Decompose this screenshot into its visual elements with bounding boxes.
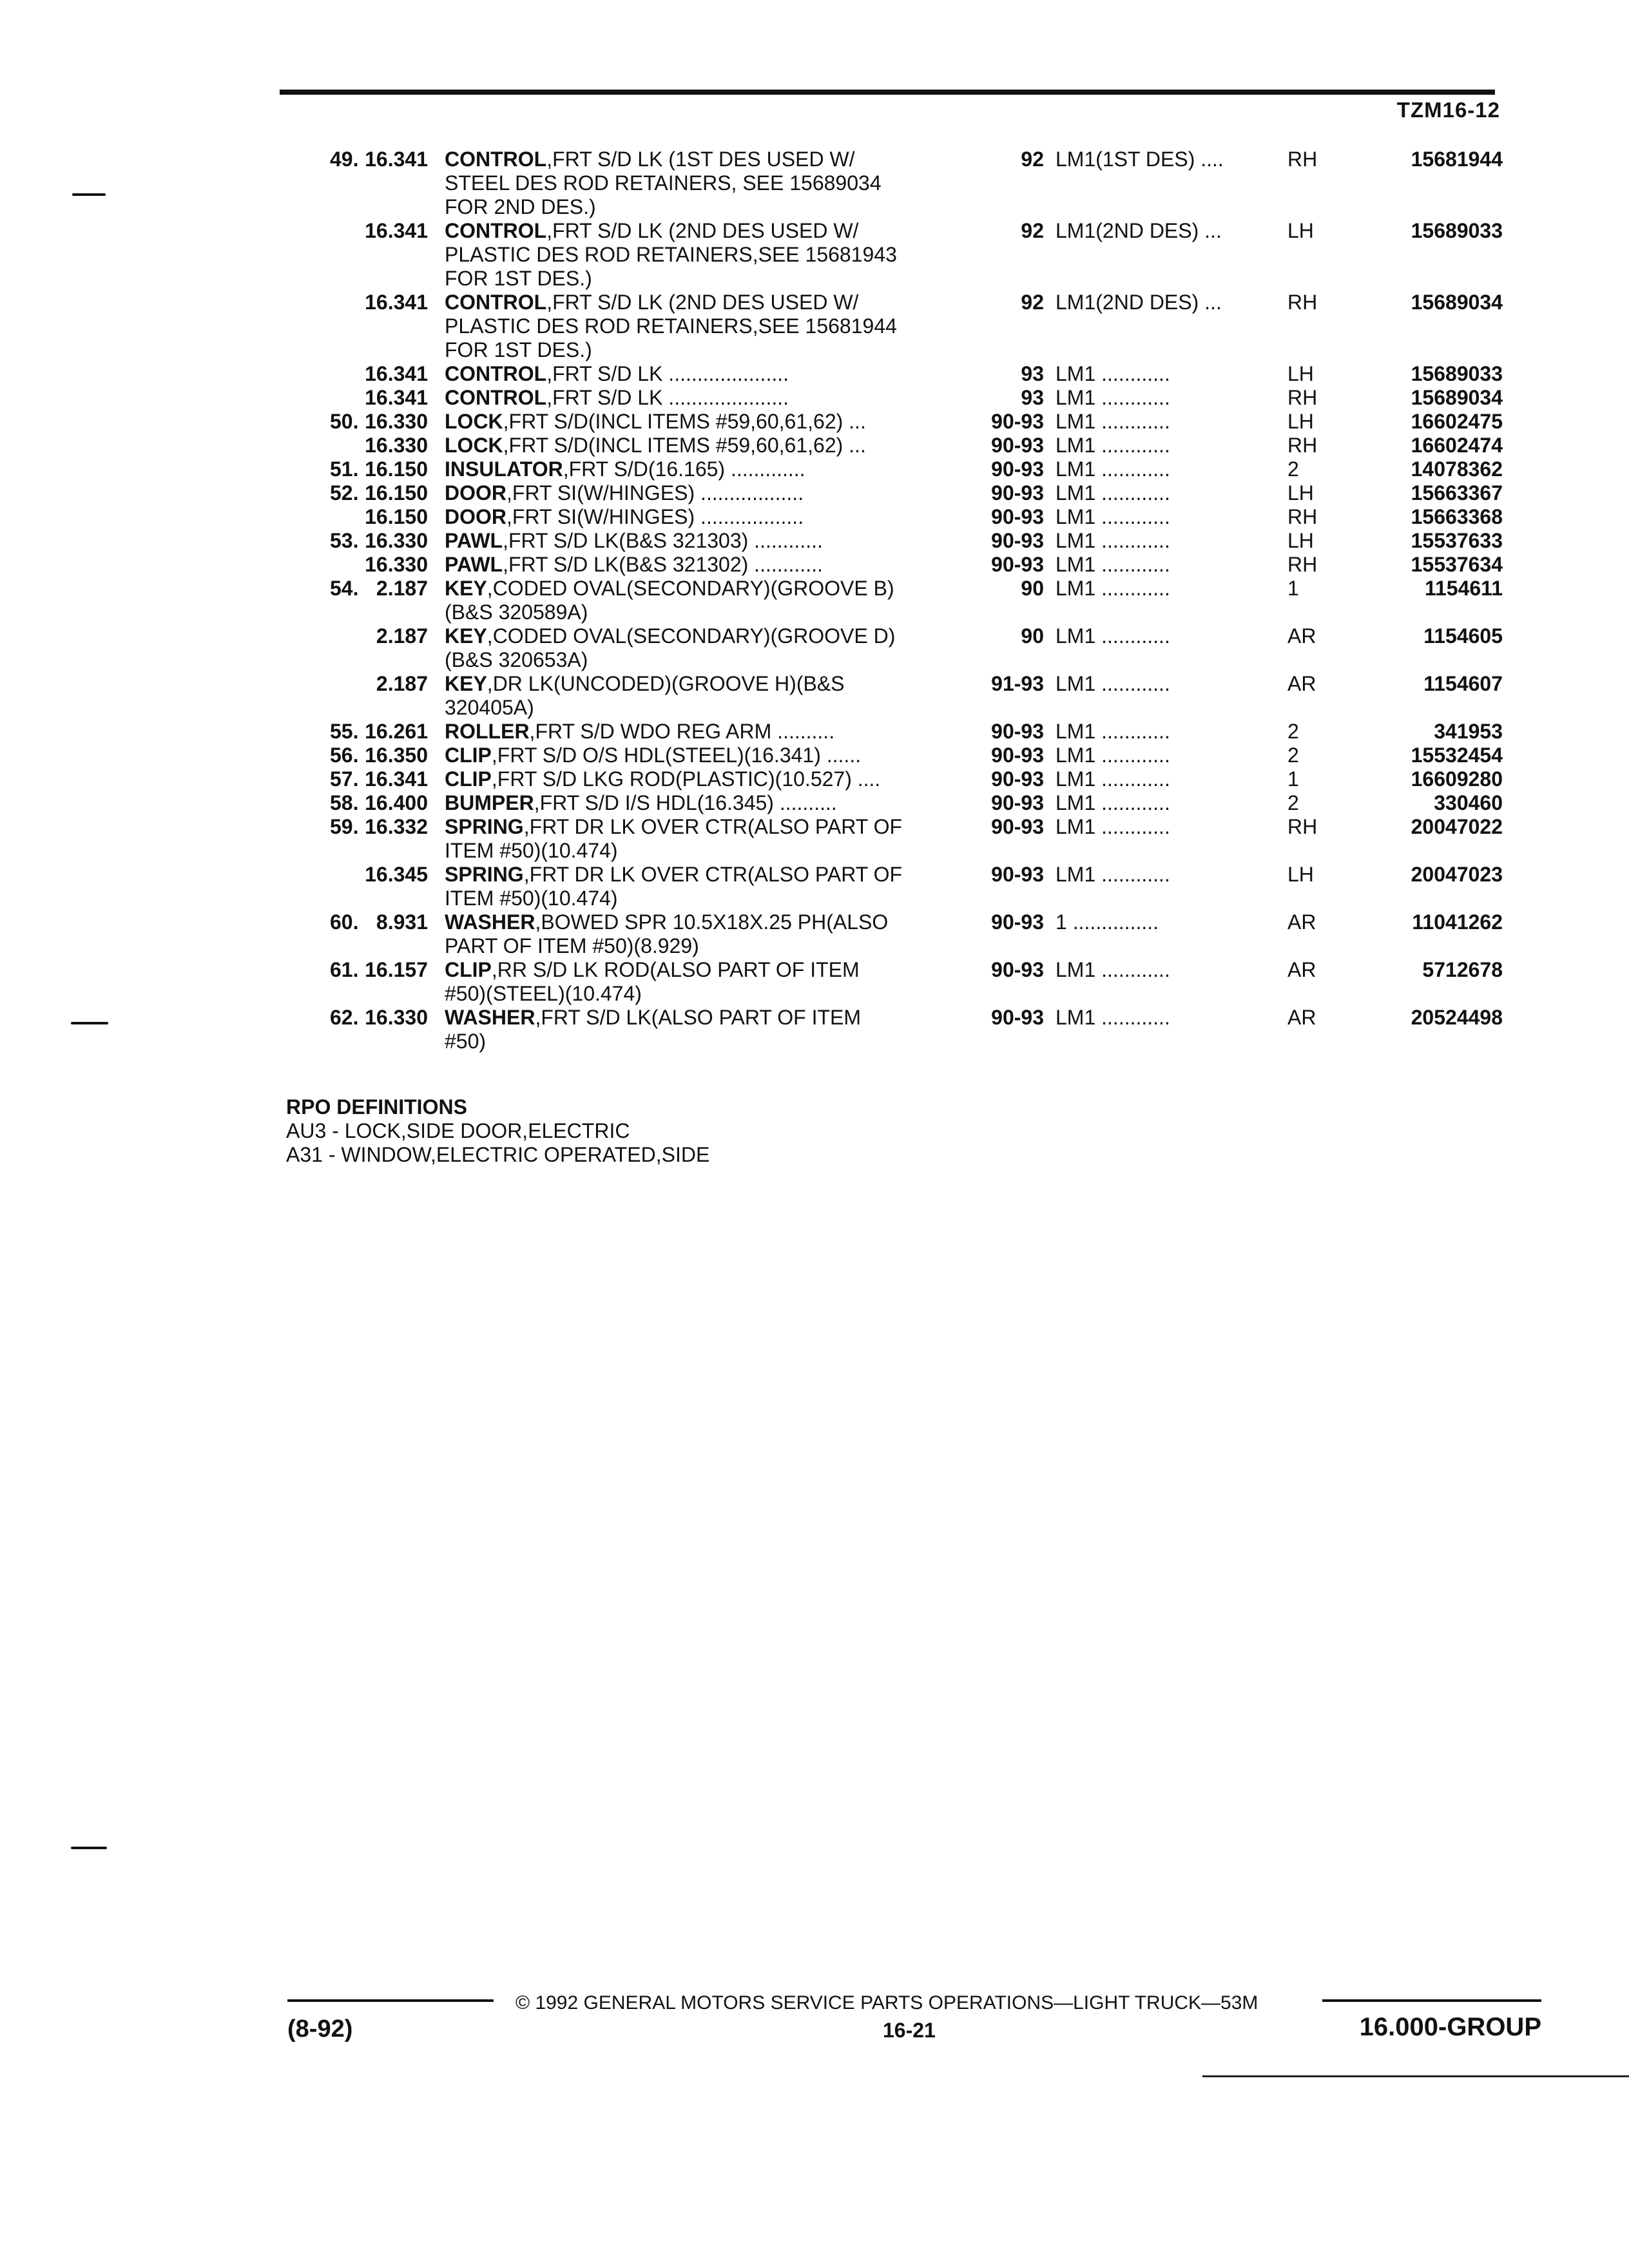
quantity: AR: [1287, 672, 1316, 695]
part-number: 11041262: [1412, 910, 1503, 934]
item-number: 52.: [330, 481, 359, 505]
scan-mark: [71, 1847, 107, 1849]
part-number: 20047022: [1411, 815, 1503, 838]
part-name: INSULATOR: [445, 457, 563, 481]
part-row: [284, 624, 1541, 672]
model-year: 90-93: [991, 910, 1044, 934]
quantity: LH: [1287, 410, 1314, 433]
part-description: [445, 410, 970, 434]
scan-mark: [72, 193, 106, 196]
part-detail: ,BOWED SPR 10.5X18X.25 PH(ALSO PART OF ITEM #50)(8.929): [445, 910, 889, 957]
model-year: 90-93: [991, 434, 1044, 457]
model-year: 92: [1021, 148, 1044, 171]
part-detail: ,CODED OVAL(SECONDARY)(GROOVE B) (B&S 320589A): [445, 577, 894, 624]
page-code: TZM16-12: [1396, 98, 1500, 122]
quantity: 2: [1287, 791, 1299, 814]
model-code: LM1 ............: [1055, 791, 1170, 814]
model-code: LM1 ............: [1055, 457, 1170, 481]
quantity: AR: [1287, 1006, 1316, 1029]
part-detail: ,FRT S/D LK(B&S 321303) ............: [503, 529, 823, 552]
part-name: CONTROL: [445, 148, 547, 171]
group-number: 16.341: [365, 219, 428, 242]
model-year: 90-93: [991, 958, 1044, 981]
part-description: [445, 386, 970, 410]
model-year: 90-93: [991, 744, 1044, 767]
model-code: 1 ...............: [1055, 910, 1159, 934]
item-number: 50.: [330, 410, 359, 433]
part-number: 5712678: [1422, 958, 1503, 981]
model-year: 90-93: [991, 505, 1044, 528]
model-year: 93: [1021, 386, 1044, 409]
model-code: LM1 ............: [1055, 553, 1170, 576]
quantity: AR: [1287, 910, 1316, 934]
part-row: [284, 148, 1541, 219]
part-name: SPRING: [445, 863, 524, 886]
quantity: 1: [1287, 577, 1299, 600]
part-name: KEY: [445, 624, 487, 648]
model-code: LM1 ............: [1055, 362, 1170, 385]
part-row: [284, 291, 1541, 362]
part-name: LOCK: [445, 410, 503, 433]
part-row: [284, 457, 1541, 481]
group-label: 16.000-GROUP: [1359, 2013, 1541, 2041]
part-number: 15663367: [1411, 481, 1503, 505]
part-description: [445, 1006, 970, 1053]
part-name: CONTROL: [445, 291, 547, 314]
item-number: 49.: [330, 148, 359, 171]
part-name: CONTROL: [445, 219, 547, 242]
item-number: 56.: [330, 744, 359, 767]
model-code: LM1 ............: [1055, 386, 1170, 409]
group-number: 16.345: [365, 863, 428, 886]
part-detail: ,FRT S/D(INCL ITEMS #59,60,61,62) ...: [503, 410, 866, 433]
model-code: LM1 ............: [1055, 720, 1170, 743]
part-description: [445, 958, 970, 1006]
group-number: 16.330: [365, 1006, 428, 1029]
part-number: 16602475: [1411, 410, 1503, 433]
quantity: 2: [1287, 457, 1299, 481]
quantity: 2: [1287, 720, 1299, 743]
part-name: BUMPER: [445, 791, 534, 814]
footer-date: (8-92): [287, 2015, 353, 2042]
part-detail: ,FRT SI(W/HINGES) ..................: [506, 481, 804, 505]
part-detail: ,FRT S/D(INCL ITEMS #59,60,61,62) ...: [503, 434, 866, 457]
item-number: 55.: [330, 720, 359, 743]
model-code: LM1 ............: [1055, 434, 1170, 457]
item-number: 53.: [330, 529, 359, 552]
quantity: AR: [1287, 958, 1316, 981]
item-number: 58.: [330, 791, 359, 814]
part-row: [284, 219, 1541, 291]
part-row: [284, 910, 1541, 958]
group-number: 16.330: [365, 553, 428, 576]
item-number: 59.: [330, 815, 359, 838]
model-code: LM1 ............: [1055, 577, 1170, 600]
part-number: 15689033: [1411, 219, 1503, 242]
item-number: 51.: [330, 457, 359, 481]
item-number: 61.: [330, 958, 359, 981]
model-year: 90: [1021, 624, 1044, 648]
part-description: [445, 219, 970, 291]
part-description: [445, 791, 970, 815]
part-description: [445, 457, 970, 481]
model-code: LM1 ............: [1055, 815, 1170, 838]
part-name: KEY: [445, 672, 487, 695]
item-number: 57.: [330, 767, 359, 791]
group-number: 16.330: [365, 410, 428, 433]
part-name: WASHER: [445, 1006, 535, 1029]
part-detail: ,FRT S/D I/S HDL(16.345) ..........: [534, 791, 837, 814]
part-row: [284, 1006, 1541, 1053]
part-row: [284, 386, 1541, 410]
part-row: [284, 791, 1541, 815]
quantity: LH: [1287, 362, 1314, 385]
part-detail: ,FRT S/D O/S HDL(STEEL)(16.341) ......: [491, 744, 862, 767]
model-year: 92: [1021, 219, 1044, 242]
part-number: 20047023: [1411, 863, 1503, 886]
part-row: [284, 481, 1541, 505]
part-number: 15537633: [1411, 529, 1503, 552]
part-description: [445, 720, 970, 744]
model-code: LM1 ............: [1055, 1006, 1170, 1029]
part-name: PAWL: [445, 529, 503, 552]
part-row: [284, 553, 1541, 577]
part-number: 330460: [1434, 791, 1503, 814]
part-row: [284, 815, 1541, 863]
part-detail: ,FRT S/D LK .....................: [546, 362, 789, 385]
part-name: DOOR: [445, 505, 506, 528]
model-year: 90-93: [991, 815, 1044, 838]
model-year: 90-93: [991, 863, 1044, 886]
part-name: LOCK: [445, 434, 503, 457]
group-number: 2.187: [376, 577, 428, 600]
model-year: 90-93: [991, 720, 1044, 743]
part-number: 15537634: [1411, 553, 1503, 576]
part-name: CLIP: [445, 744, 492, 767]
part-detail: ,RR S/D LK ROD(ALSO PART OF ITEM #50)(STEEL)(10.474): [445, 958, 860, 1005]
scan-mark: [71, 1022, 108, 1024]
group-number: 16.350: [365, 744, 428, 767]
part-description: [445, 148, 970, 219]
model-year: 92: [1021, 291, 1044, 314]
model-year: 90-93: [991, 553, 1044, 576]
model-year: 90-93: [991, 410, 1044, 433]
part-number: 1154607: [1423, 672, 1503, 695]
part-detail: ,FRT S/D WDO REG ARM ..........: [529, 720, 835, 743]
part-detail: ,FRT S/D LK(B&S 321302) ............: [503, 553, 823, 576]
part-number: 16602474: [1411, 434, 1503, 457]
part-description: [445, 529, 970, 553]
part-row: [284, 529, 1541, 553]
model-code: LM1(1ST DES) ....: [1055, 148, 1224, 171]
part-name: SPRING: [445, 815, 524, 838]
part-number: 16609280: [1411, 767, 1503, 791]
group-number: 16.332: [365, 815, 428, 838]
part-row: [284, 767, 1541, 791]
part-row: [284, 744, 1541, 767]
model-code: LM1 ............: [1055, 481, 1170, 505]
model-code: LM1 ............: [1055, 672, 1170, 695]
model-code: LM1 ............: [1055, 624, 1170, 648]
model-code: LM1 ............: [1055, 958, 1170, 981]
scan-line: [1202, 2075, 1629, 2077]
part-row: [284, 672, 1541, 720]
part-name: CONTROL: [445, 362, 547, 385]
quantity: RH: [1287, 434, 1318, 457]
group-number: 16.341: [365, 386, 428, 409]
part-description: [445, 577, 970, 624]
model-year: 91-93: [991, 672, 1044, 695]
part-number: 15689034: [1411, 291, 1503, 314]
part-description: [445, 815, 970, 863]
rpo-heading: RPO DEFINITIONS: [286, 1095, 467, 1119]
group-number: 16.157: [365, 958, 428, 981]
rpo-definitions: [286, 1095, 709, 1167]
part-row: [284, 362, 1541, 386]
model-code: LM1 ............: [1055, 505, 1170, 528]
quantity: RH: [1287, 148, 1318, 171]
part-name: CLIP: [445, 767, 492, 791]
quantity: 1: [1287, 767, 1299, 791]
part-row: [284, 863, 1541, 910]
part-detail: ,FRT S/D LKG ROD(PLASTIC)(10.527) ....: [491, 767, 881, 791]
group-number: 16.261: [365, 720, 428, 743]
part-description: [445, 362, 970, 386]
part-name: PAWL: [445, 553, 503, 576]
model-year: 90-93: [991, 457, 1044, 481]
model-code: LM1 ............: [1055, 863, 1170, 886]
part-detail: ,FRT S/D LK (2ND DES USED W/ PLASTIC DES ROD RETAINERS,SEE 15681944 FOR 1ST DES.): [445, 291, 897, 361]
part-description: [445, 744, 970, 767]
part-number: 15681944: [1411, 148, 1503, 171]
part-number: 15689034: [1411, 386, 1503, 409]
part-row: [284, 434, 1541, 457]
model-code: LM1 ............: [1055, 744, 1170, 767]
quantity: LH: [1287, 863, 1314, 886]
part-description: [445, 767, 970, 791]
part-description: [445, 672, 970, 720]
quantity: LH: [1287, 219, 1314, 242]
part-name: ROLLER: [445, 720, 530, 743]
model-code: LM1 ............: [1055, 410, 1170, 433]
part-description: [445, 553, 970, 577]
part-number: 15532454: [1411, 744, 1503, 767]
group-number: 16.341: [365, 291, 428, 314]
quantity: 2: [1287, 744, 1299, 767]
part-detail: ,FRT S/D(16.165) .............: [563, 457, 805, 481]
copyright-notice: © 1992 GENERAL MOTORS SERVICE PARTS OPERATIONS—LIGHT TRUCK—53M: [516, 1992, 1258, 2013]
quantity: AR: [1287, 624, 1316, 648]
quantity: RH: [1287, 815, 1318, 838]
part-number: 14078362: [1411, 457, 1503, 481]
part-number: 20524498: [1411, 1006, 1503, 1029]
group-number: 2.187: [376, 624, 428, 648]
model-year: 90-93: [991, 791, 1044, 814]
footer-rule-right: [1322, 1999, 1541, 2002]
group-number: 16.341: [365, 148, 428, 171]
rpo-line: A31 - WINDOW,ELECTRIC OPERATED,SIDE: [286, 1143, 710, 1166]
part-detail: ,FRT DR LK OVER CTR(ALSO PART OF ITEM #50)(10.474): [445, 815, 903, 862]
group-number: 2.187: [376, 672, 428, 695]
part-detail: ,FRT SI(W/HINGES) ..................: [506, 505, 804, 528]
part-detail: ,DR LK(UNCODED)(GROOVE H)(B&S 320405A): [445, 672, 845, 719]
model-code: LM1(2ND DES) ...: [1055, 291, 1222, 314]
part-detail: ,FRT S/D LK (2ND DES USED W/ PLASTIC DES ROD RETAINERS,SEE 15681943 FOR 1ST DES.): [445, 219, 897, 290]
part-number: 1154611: [1424, 577, 1503, 600]
part-detail: ,CODED OVAL(SECONDARY)(GROOVE D) (B&S 320653A): [445, 624, 896, 671]
rpo-line: AU3 - LOCK,SIDE DOOR,ELECTRIC: [286, 1119, 630, 1142]
part-number: 1154605: [1423, 624, 1503, 648]
model-code: LM1 ............: [1055, 529, 1170, 552]
group-number: 16.330: [365, 434, 428, 457]
group-number: 16.150: [365, 505, 428, 528]
group-number: 16.400: [365, 791, 428, 814]
part-description: [445, 863, 970, 910]
part-description: [445, 505, 970, 529]
group-number: 16.150: [365, 481, 428, 505]
quantity: RH: [1287, 505, 1318, 528]
part-name: DOOR: [445, 481, 506, 505]
part-name: WASHER: [445, 910, 535, 934]
model-code: LM1 ............: [1055, 767, 1170, 791]
footer-rule-left: [287, 1999, 494, 2002]
page-number: 16-21: [883, 2019, 936, 2042]
part-detail: ,FRT S/D LK .....................: [546, 386, 789, 409]
part-row: [284, 410, 1541, 434]
part-row: [284, 577, 1541, 624]
model-year: 90: [1021, 577, 1044, 600]
item-number: 54.: [330, 577, 359, 600]
part-number: 15663368: [1411, 505, 1503, 528]
part-description: [445, 481, 970, 505]
header-rule: [280, 90, 1495, 95]
group-number: 16.330: [365, 529, 428, 552]
group-number: 16.341: [365, 362, 428, 385]
quantity: LH: [1287, 481, 1314, 505]
part-number: 341953: [1434, 720, 1503, 743]
quantity: RH: [1287, 386, 1318, 409]
quantity: LH: [1287, 529, 1314, 552]
part-name: CLIP: [445, 958, 492, 981]
part-name: CONTROL: [445, 386, 547, 409]
model-year: 93: [1021, 362, 1044, 385]
model-year: 90-93: [991, 529, 1044, 552]
group-number: 16.150: [365, 457, 428, 481]
part-row: [284, 958, 1541, 1006]
part-detail: ,FRT S/D LK (1ST DES USED W/ STEEL DES ROD RETAINERS, SEE 15689034 FOR 2ND DES.): [445, 148, 882, 218]
part-row: [284, 720, 1541, 744]
model-year: 90-93: [991, 1006, 1044, 1029]
part-detail: ,FRT S/D LK(ALSO PART OF ITEM #50): [445, 1006, 862, 1053]
part-description: [445, 434, 970, 457]
part-description: [445, 910, 970, 958]
model-code: LM1(2ND DES) ...: [1055, 219, 1222, 242]
part-detail: ,FRT DR LK OVER CTR(ALSO PART OF ITEM #50)(10.474): [445, 863, 903, 910]
item-number: 60.: [330, 910, 359, 934]
group-number: 8.931: [376, 910, 428, 934]
part-number: 15689033: [1411, 362, 1503, 385]
item-number: 62.: [330, 1006, 359, 1029]
part-description: [445, 624, 970, 672]
group-number: 16.341: [365, 767, 428, 791]
model-year: 90-93: [991, 481, 1044, 505]
part-row: [284, 505, 1541, 529]
part-description: [445, 291, 970, 362]
part-name: KEY: [445, 577, 487, 600]
model-year: 90-93: [991, 767, 1044, 791]
quantity: RH: [1287, 291, 1318, 314]
parts-list: [284, 148, 1541, 1053]
quantity: RH: [1287, 553, 1318, 576]
